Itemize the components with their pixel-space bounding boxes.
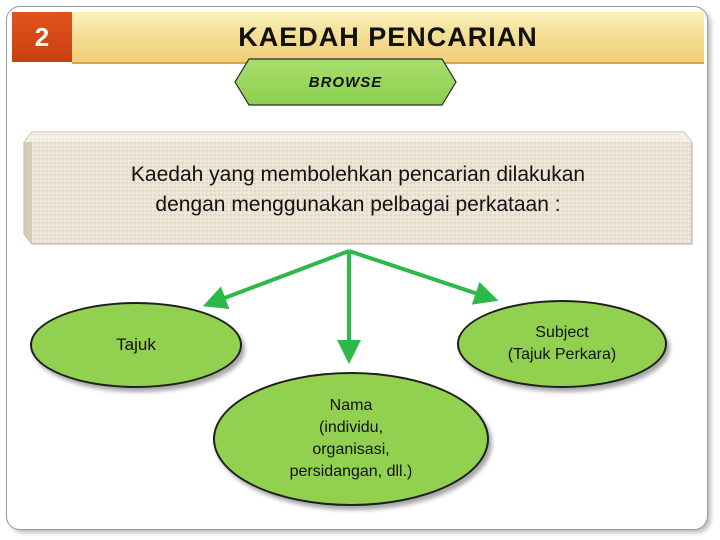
arrow-to-subject bbox=[349, 251, 487, 297]
node-nama-line-2: (individu, bbox=[318, 419, 384, 436]
browse-label: BROWSE bbox=[308, 73, 383, 91]
slide-number: 2 bbox=[34, 21, 50, 52]
page-title: KAEDAH PENCARIAN bbox=[238, 21, 538, 52]
description-line-1: Kaedah yang membolehkan pencarian dilakukan bbox=[130, 163, 586, 186]
description-line-2: dengan menggunakan pelbagai perkataan : bbox=[155, 193, 561, 216]
node-tajuk-label: Tajuk bbox=[116, 335, 156, 354]
node-nama bbox=[213, 372, 489, 506]
arrow-to-tajuk bbox=[214, 251, 349, 302]
node-subject-line-2: (Tajuk Perkara) bbox=[507, 346, 617, 363]
node-nama-line-1: Nama bbox=[329, 397, 373, 414]
node-nama-line-3: organisasi, bbox=[312, 441, 390, 458]
node-subject-line-1: Subject bbox=[535, 324, 589, 341]
node-subject bbox=[457, 300, 667, 388]
node-tajuk bbox=[30, 302, 242, 388]
node-nama-line-4: persidangan, dll.) bbox=[289, 463, 413, 480]
